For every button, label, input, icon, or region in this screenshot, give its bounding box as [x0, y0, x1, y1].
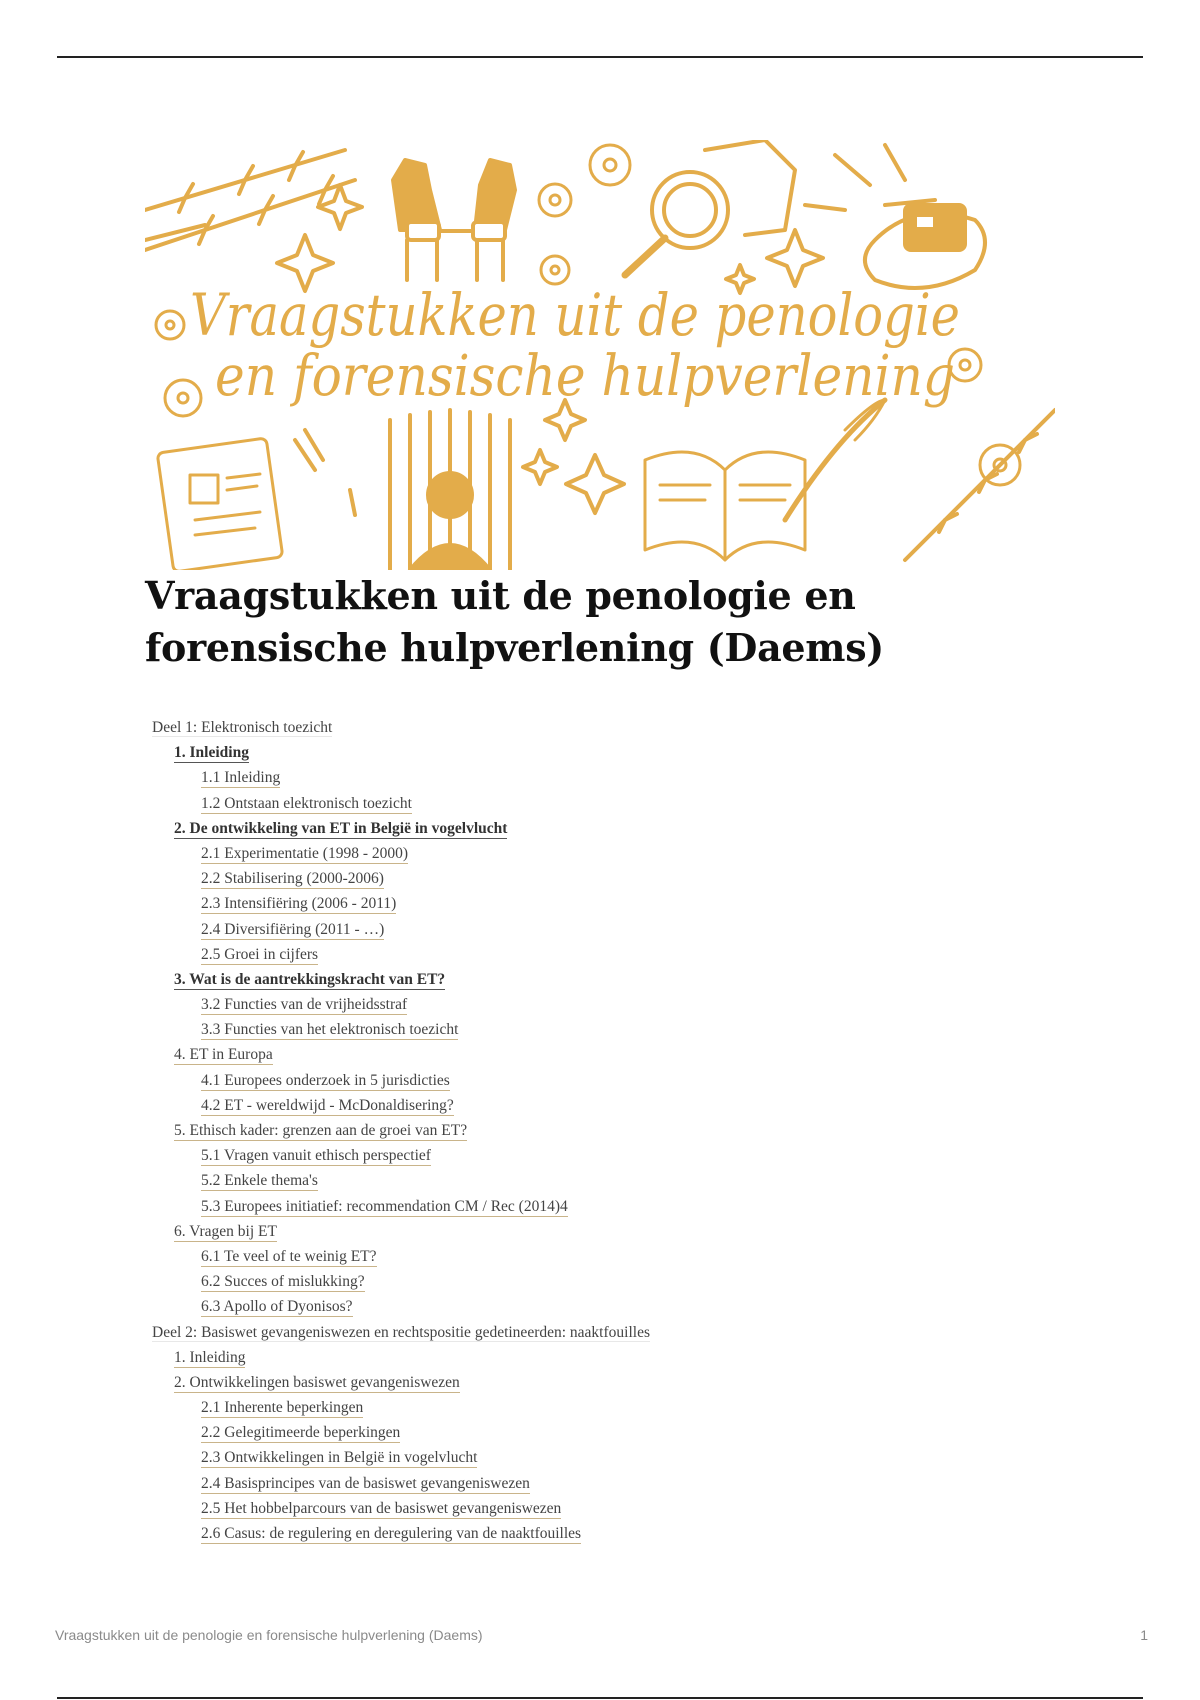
toc-entry [152, 1395, 1052, 1420]
toc-link[interactable]: 2.2 Stabilisering (2000-2006) [201, 870, 384, 888]
toc-link[interactable]: 1. Inleiding [174, 1348, 246, 1366]
toc-part-heading [152, 1320, 1052, 1345]
barbed-wire-icon [145, 150, 355, 250]
toc-link[interactable]: 2.5 Het hobbelparcours van de basiswet gevangeniswezen [201, 1499, 562, 1517]
toc-entry [152, 1168, 1052, 1193]
toc-link[interactable]: 2.6 Casus: de regulering en deregulering van de naaktfouilles [201, 1525, 582, 1542]
handcuffed-hands-icon [393, 160, 515, 280]
toc-link[interactable]: 2.5 Groei in cijfers [201, 945, 319, 963]
bottom-rule [57, 1697, 1143, 1699]
toc-link[interactable]: 5.1 Vragen vanuit ethisch perspectief [201, 1147, 431, 1165]
toc-entry [152, 1042, 1052, 1067]
toc-link[interactable]: 4.1 Europees onderzoek in 5 jurisdicties [201, 1071, 450, 1089]
toc-part-label: Deel 2: Basiswet gevangeniswezen en rechtspositie gedetineerden: naaktfouilles [152, 1323, 650, 1341]
toc-entry [152, 1370, 1052, 1395]
toc-link[interactable]: 3.2 Functies van de vrijheidsstraf [201, 996, 408, 1014]
toc-link[interactable]: 5. Ethisch kader: grenzen aan de groei van ET? [174, 1122, 468, 1139]
toc-link[interactable]: 2.2 Gelegitimeerde beperkingen [201, 1424, 401, 1442]
toc-entry [152, 1093, 1052, 1118]
toc-link[interactable]: 2.3 Intensifiëring (2006 - 2011) [201, 895, 397, 913]
toc-link[interactable]: 2.4 Diversifiëring (2011 - …) [201, 920, 385, 938]
toc-entry [152, 1496, 1052, 1521]
document-title: Vraagstukken uit de penologie en forensische hulpverlening (Daems) [145, 573, 884, 670]
id-card-icon [157, 438, 283, 570]
toc-link[interactable]: 3. Wat is de aantrekkingskracht van ET? [174, 970, 446, 988]
toc-entry [152, 1118, 1052, 1143]
ankle-monitor-icon [865, 205, 985, 288]
toc-entry [152, 841, 1052, 866]
toc-link[interactable]: 6. Vragen bij ET [174, 1222, 277, 1240]
toc-entry [152, 1017, 1052, 1042]
toc-part-heading [152, 715, 1052, 740]
toc-entry [152, 917, 1052, 942]
toc-entry [152, 791, 1052, 816]
toc-entry [152, 1471, 1052, 1496]
toc-entry [152, 1521, 1052, 1546]
page-number: 1 [1140, 1627, 1148, 1643]
toc-link[interactable]: 2. Ontwikkelingen basiswet gevangeniswezen [174, 1373, 460, 1391]
toc-link[interactable]: 2.4 Basisprincipes van de basiswet gevangeniswezen [201, 1474, 530, 1492]
cover-illustration [145, 140, 1055, 570]
toc-link[interactable]: 5.3 Europees initiatief: recommendation CM / Rec (2014)4 [201, 1197, 568, 1215]
toc-entry [152, 967, 1052, 992]
toc-link[interactable]: 6.2 Succes of mislukking? [201, 1273, 365, 1291]
toc-link[interactable]: 6.3 Apollo of Dyonisos? [201, 1298, 353, 1316]
top-rule [57, 56, 1143, 58]
toc-link[interactable]: 1. Inleiding [174, 744, 249, 762]
toc-link[interactable]: 2.1 Inherente beperkingen [201, 1399, 364, 1417]
toc-link[interactable]: 1.2 Ontstaan elektronisch toezicht [201, 794, 412, 812]
toc-entry [152, 816, 1052, 841]
magnifier-icon [625, 140, 795, 275]
barbed-wire-icon [905, 410, 1055, 560]
banner-line-1: Vraagstukken uit de penologie [190, 281, 960, 349]
toc-entry [152, 740, 1052, 765]
toc-entry [152, 1269, 1052, 1294]
toc-entry [152, 1294, 1052, 1319]
toc-entry [152, 866, 1052, 891]
toc-entry [152, 1445, 1052, 1470]
toc-part-label: Deel 1: Elektronisch toezicht [152, 719, 333, 736]
toc-link[interactable]: 2.1 Experimentatie (1998 - 2000) [201, 844, 409, 862]
toc-link[interactable]: 2.3 Ontwikkelingen in België in vogelvlucht [201, 1449, 478, 1467]
toc-entry [152, 765, 1052, 790]
toc-link[interactable]: 2. De ontwikkeling van ET in België in vogelvlucht [174, 819, 508, 837]
table-of-contents [152, 715, 1052, 1546]
toc-link[interactable]: 1.1 Inleiding [201, 769, 281, 787]
toc-entry [152, 1068, 1052, 1093]
toc-link[interactable]: 4. ET in Europa [174, 1046, 273, 1064]
banner-line-2: en forensische hulpverlening [215, 344, 955, 409]
toc-entry [152, 1420, 1052, 1445]
toc-link[interactable]: 4.2 ET - wereldwijd - McDonaldisering? [201, 1096, 454, 1114]
toc-link[interactable]: 3.3 Functies van het elektronisch toezicht [201, 1021, 459, 1039]
rays-icon [805, 145, 935, 210]
toc-entry [152, 1345, 1052, 1370]
toc-entry [152, 992, 1052, 1017]
prison-bars-icon [295, 410, 510, 570]
toc-entry [152, 1244, 1052, 1269]
toc-entry [152, 891, 1052, 916]
toc-entry [152, 942, 1052, 967]
toc-entry [152, 1143, 1052, 1168]
toc-entry [152, 1194, 1052, 1219]
toc-entry [152, 1219, 1052, 1244]
toc-link[interactable]: 5.2 Enkele thema's [201, 1172, 318, 1190]
footer-title: Vraagstukken uit de penologie en forensische hulpverlening (Daems) [55, 1627, 483, 1643]
open-book-icon [645, 400, 885, 560]
toc-link[interactable]: 6.1 Te veel of te weinig ET? [201, 1247, 377, 1265]
